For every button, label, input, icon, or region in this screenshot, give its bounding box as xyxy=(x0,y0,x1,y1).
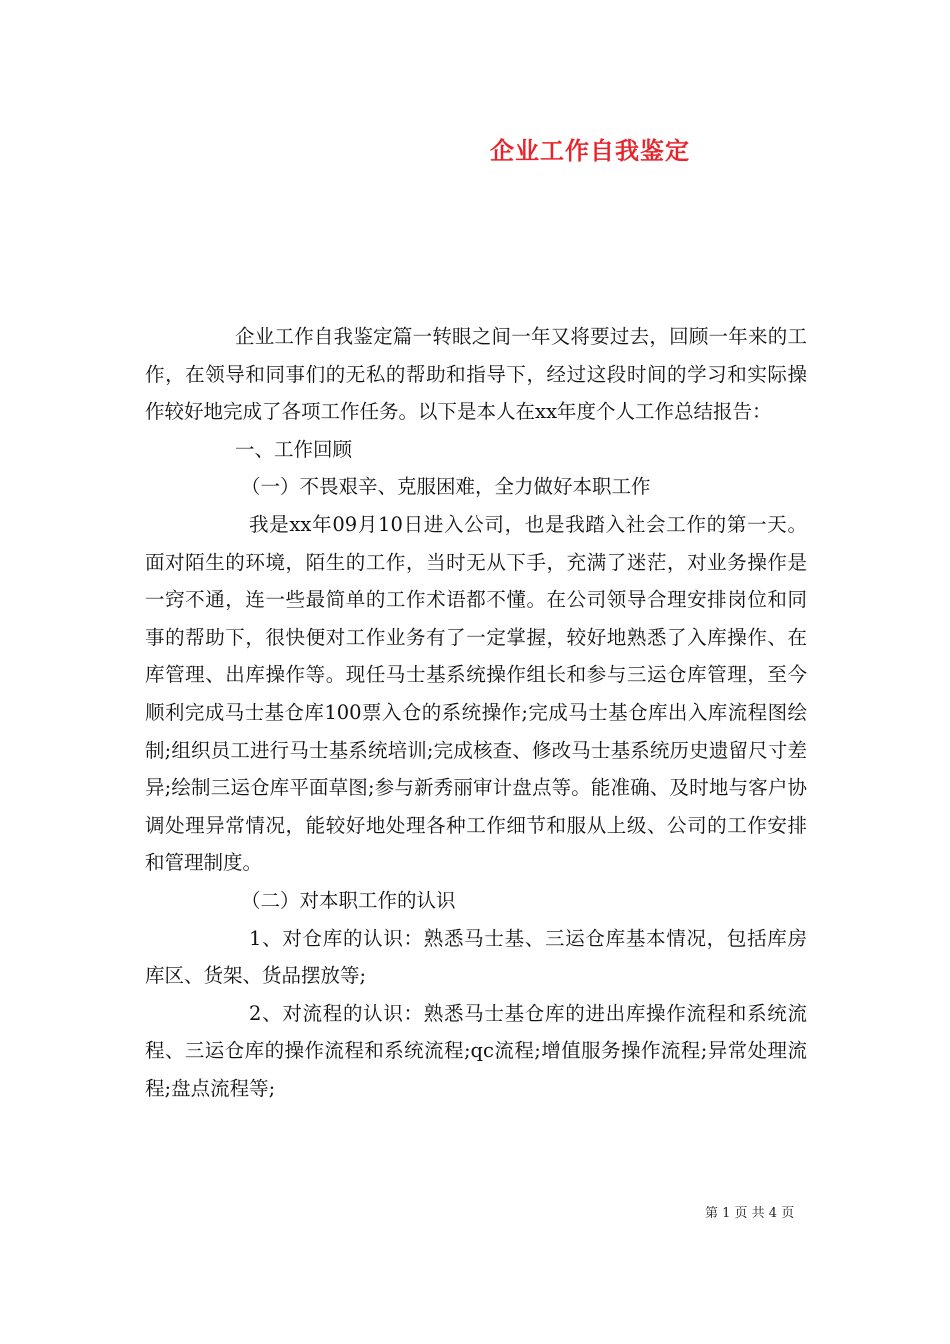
paragraph-intro: 企业工作自我鉴定篇一转眼之间一年又将要过去，回顾一年来的工作，在领导和同事们的无私的帮助和指导下，经过这段时间的学习和实际操作较好地完成了各项工作任务。以下是本人在xx年度个人工作总结报告： xyxy=(145,325,807,424)
document-body xyxy=(145,318,807,1107)
page-number: 第 1 页 共 4 页 xyxy=(705,1206,795,1221)
subsection-heading-1: （一）不畏艰辛、克服困难，全力做好本职工作 xyxy=(241,475,651,499)
paragraph-process: 2、对流程的认识：熟悉马士基仓库的进出库操作流程和系统流程、三运仓库的操作流程和系统流程;qc流程;增值服务操作流程;异常处理流程;盘点流程等; xyxy=(145,1001,807,1100)
paragraph-warehouse: 1、对仓库的认识：熟悉马士基、三运仓库基本情况，包括库房库区、货架、货品摆放等; xyxy=(145,926,807,988)
subsection-heading-2: （二）对本职工作的认识 xyxy=(241,888,456,912)
paragraph-work-history: 我是xx年09月10日进入公司，也是我踏入社会工作的第一天。面对陌生的环境，陌生的工作，当时无从下手，充满了迷茫，对业务操作是一窍不通，连一些最简单的工作术语都不懂。在公司领导合理安排岗位和同事的帮助下，很快便对工作业务有了一定掌握，较好地熟悉了入库操作、在库管理、出库操作等。现任马士基系统操作组长和参与三运仓库管理，至今顺利完成马士基仓库100票入仓的系统操作;完成马士基仓库出入库流程图绘制;组织员工进行马士基系统培训;完成核查、修改马士基系统历史遗留尺寸差异;绘制三运仓库平面草图;参与新秀丽审计盘点等。能准确、及时地与客户协调处理异常情况，能较好地处理各种工作细节和服从上级、公司的工作安排和管理制度。 xyxy=(145,512,807,875)
document-title: 企业工作自我鉴定 xyxy=(490,136,690,165)
section-heading-review: 一、工作回顾 xyxy=(235,437,353,461)
